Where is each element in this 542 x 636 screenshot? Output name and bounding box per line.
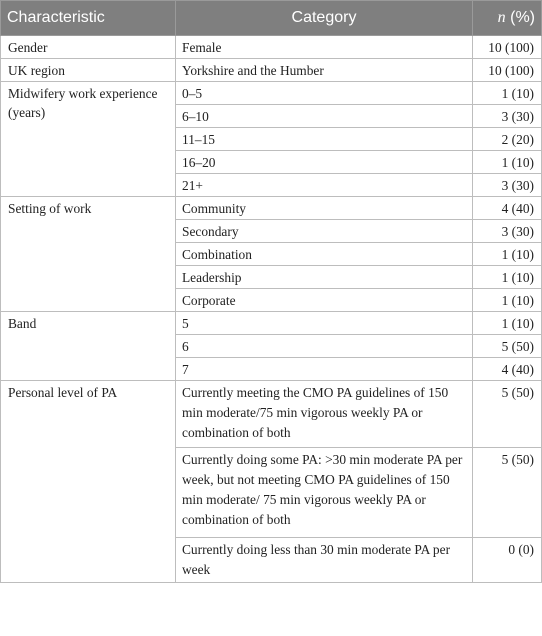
category-cell: Secondary xyxy=(176,220,473,243)
header-characteristic: Characteristic xyxy=(1,1,176,36)
table-row xyxy=(1,82,542,105)
value-cell: 2 (20) xyxy=(473,128,542,151)
category-cell: 6 xyxy=(176,335,473,358)
header-category: Category xyxy=(176,1,473,36)
characteristic-cell: Midwifery work experience (years) xyxy=(1,82,176,197)
table-row xyxy=(1,197,542,220)
category-cell: Combination xyxy=(176,243,473,266)
category-cell: Yorkshire and the Humber xyxy=(176,59,473,82)
value-cell: 4 (40) xyxy=(473,197,542,220)
table-header xyxy=(1,1,542,36)
header-n-percent xyxy=(473,1,542,36)
value-cell: 5 (50) xyxy=(473,335,542,358)
value-cell: 1 (10) xyxy=(473,151,542,174)
characteristic-cell: Band xyxy=(1,312,176,381)
category-cell: 16–20 xyxy=(176,151,473,174)
characteristic-cell: Personal level of PA xyxy=(1,381,176,583)
value-cell: 10 (100) xyxy=(473,59,542,82)
table-row xyxy=(1,59,542,82)
table-row xyxy=(1,36,542,59)
table-row xyxy=(1,312,542,335)
characteristic-cell: UK region xyxy=(1,59,176,82)
category-cell: 11–15 xyxy=(176,128,473,151)
category-cell: Female xyxy=(176,36,473,59)
header-n: n xyxy=(497,9,506,26)
category-cell: Currently doing less than 30 min moderate PA per week xyxy=(176,538,473,583)
category-cell: Currently doing some PA: >30 min moderate PA per week, but not meeting CMO PA guidelines of 150 min moderate/ 75 min vigorous weekly PA or combination of both xyxy=(176,448,473,538)
category-cell: Community xyxy=(176,197,473,220)
category-cell: 7 xyxy=(176,358,473,381)
category-cell: 0–5 xyxy=(176,82,473,105)
table-row xyxy=(1,381,542,448)
table-body xyxy=(1,36,542,583)
value-cell: 1 (10) xyxy=(473,289,542,312)
value-cell: 5 (50) xyxy=(473,381,542,448)
characteristic-cell: Setting of work xyxy=(1,197,176,312)
value-cell: 3 (30) xyxy=(473,220,542,243)
value-cell: 1 (10) xyxy=(473,82,542,105)
value-cell: 3 (30) xyxy=(473,174,542,197)
category-cell: 6–10 xyxy=(176,105,473,128)
category-cell: Currently meeting the CMO PA guidelines of 150 min moderate/75 min vigorous weekly PA or combination of both xyxy=(176,381,473,448)
header-row xyxy=(1,1,542,36)
category-cell: Leadership xyxy=(176,266,473,289)
category-cell: Corporate xyxy=(176,289,473,312)
value-cell: 1 (10) xyxy=(473,266,542,289)
characteristic-cell: Gender xyxy=(1,36,176,59)
value-cell: 4 (40) xyxy=(473,358,542,381)
category-cell: 5 xyxy=(176,312,473,335)
value-cell: 3 (30) xyxy=(473,105,542,128)
value-cell: 10 (100) xyxy=(473,36,542,59)
header-percent: (%) xyxy=(505,9,535,26)
value-cell: 0 (0) xyxy=(473,538,542,583)
value-cell: 1 (10) xyxy=(473,243,542,266)
category-cell: 21+ xyxy=(176,174,473,197)
value-cell: 1 (10) xyxy=(473,312,542,335)
value-cell: 5 (50) xyxy=(473,448,542,538)
